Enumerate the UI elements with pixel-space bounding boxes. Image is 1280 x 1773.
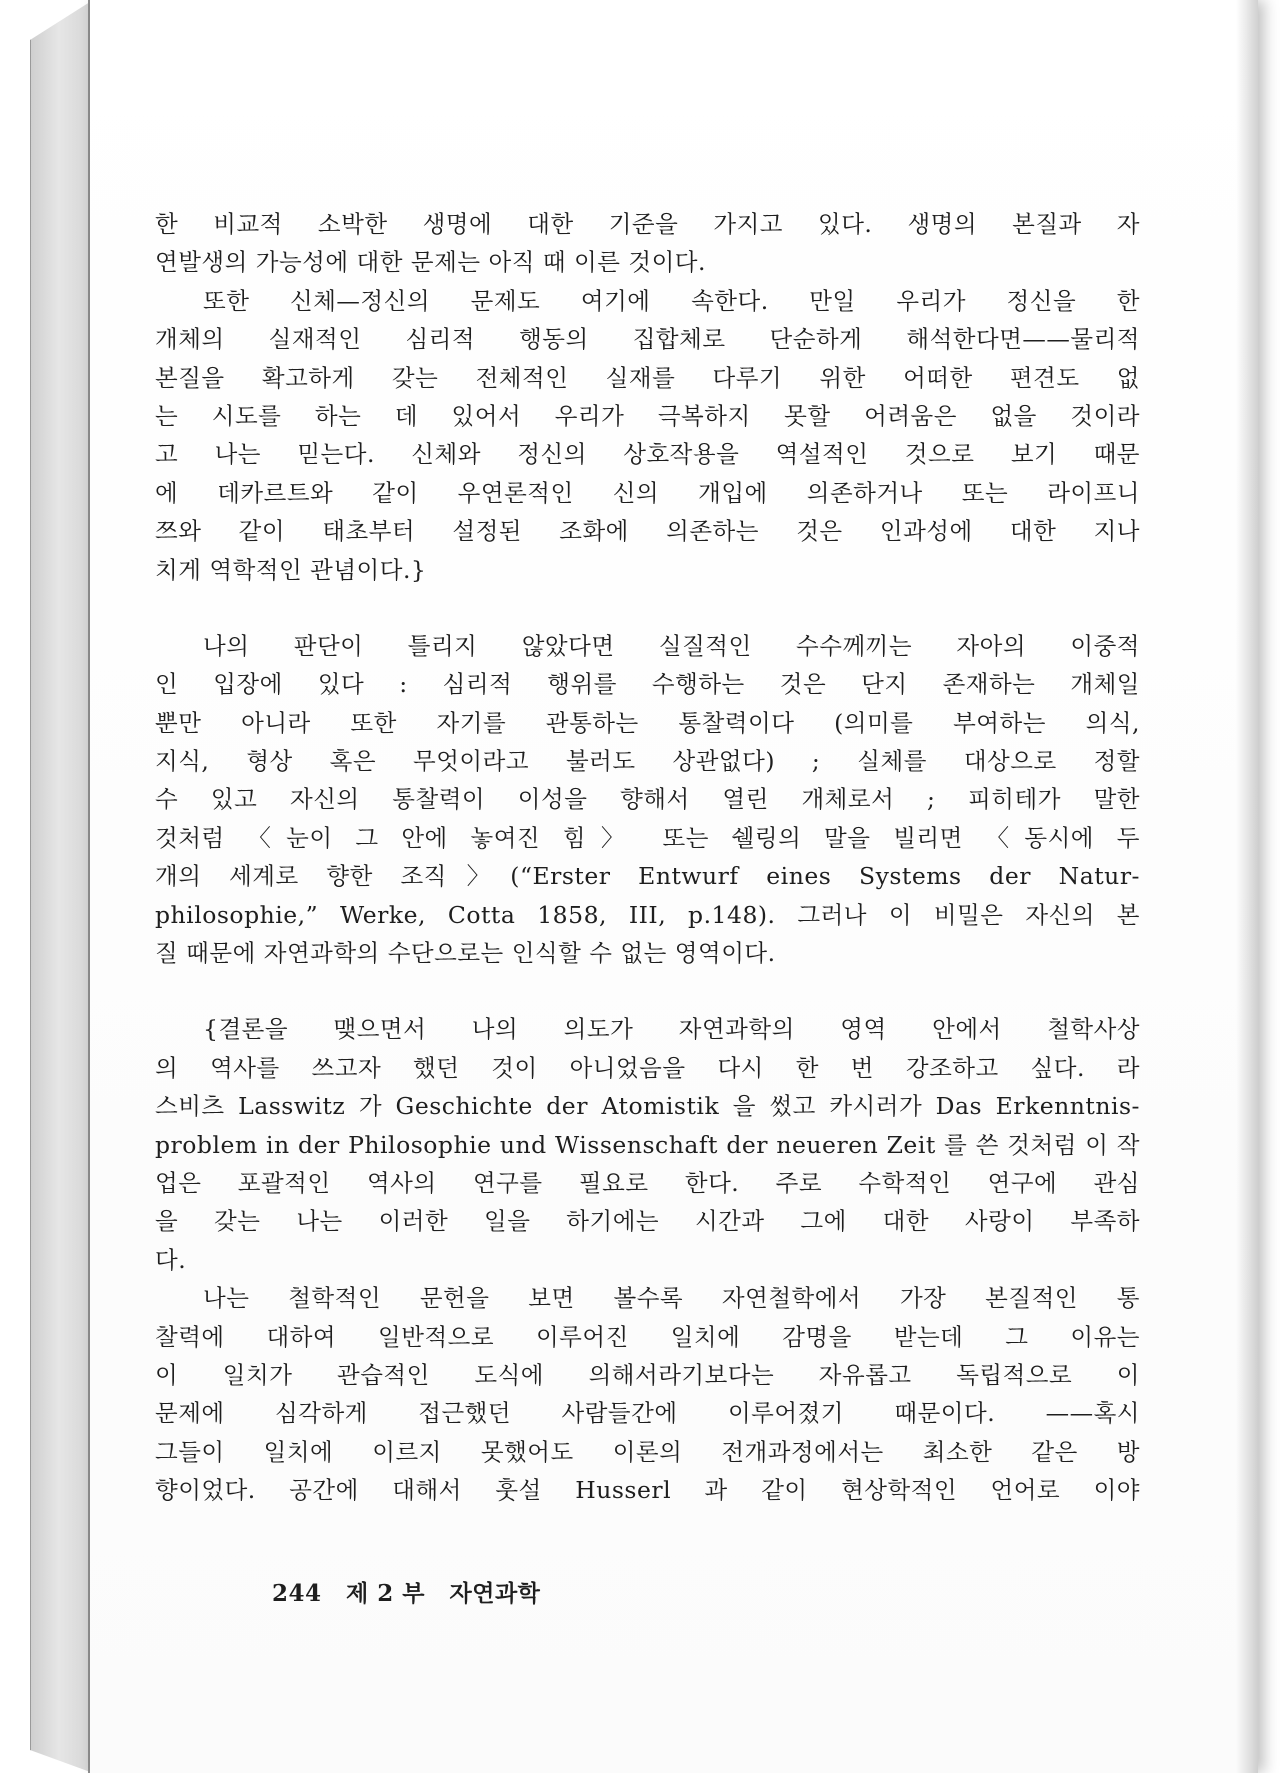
text-line: 스비츠 Lasswitz 가 Geschichte der Atomistik 을 썼고 카시러가 Das Erkenntnis-: [155, 1092, 1140, 1121]
text-line: 나의 판단이 틀리지 않았다면 실질적인 수수께끼는 자아의 이중적: [203, 631, 1140, 660]
text-line: 또한 신체—정신의 문제도 여기에 속한다. 만일 우리가 정신을 한: [203, 286, 1140, 315]
text-line: 질 때문에 자연과학의 수단으로는 인식할 수 없는 영역이다.: [155, 939, 776, 968]
text-line: 개체의 실재적인 심리적 행동의 집합체로 단순하게 해석한다면——물리적: [155, 325, 1140, 354]
text-line: 에 데카르트와 같이 우연론적인 신의 개입에 의존하거나 또는 라이프니: [155, 478, 1140, 507]
text-line: philosophie,” Werke, Cotta 1858, III, p.148). 그러나 이 비밀은 자신의 본: [155, 900, 1140, 929]
paragraph-gap: [155, 589, 1140, 627]
text-line: 문제에 심각하게 접근했던 사람들간에 이루어졌기 때문이다. ——혹시: [155, 1399, 1140, 1428]
page-footer: [272, 1575, 556, 1608]
text-line: 는 시도를 하는 데 있어서 우리가 극복하지 못할 어려움은 없을 것이라: [155, 401, 1140, 430]
page-number: 244: [272, 1580, 322, 1607]
text-line: 지식, 형상 혹은 무엇이라고 불러도 상관없다) ; 실체를 대상으로 정할: [155, 747, 1140, 776]
text-line: problem in der Philosophie und Wissenschaft der neueren Zeit 를 쓴 것처럼 이 작: [155, 1130, 1140, 1159]
text-line: 뿐만 아니라 또한 자기를 관통하는 통찰력이다 (의미를 부여하는 의식,: [155, 708, 1140, 737]
text-line: 찰력에 대하여 일반적으로 이루어진 일치에 감명을 받는데 그 이유는: [155, 1322, 1140, 1351]
paragraph-gap: [155, 972, 1140, 1010]
text-line: 한 비교적 소박한 생명에 대한 기준을 가지고 있다. 생명의 본질과 자: [155, 210, 1140, 238]
text-line: 연발생의 가능성에 대한 문제는 아직 때 이른 것이다.: [155, 248, 706, 277]
text-line: 나는 철학적인 문헌을 보면 볼수록 자연철학에서 가장 본질적인 통: [203, 1284, 1140, 1313]
page-stack-edge: [30, 0, 93, 1773]
text-line: 향이었다. 공간에 대해서 훗설 Husserl 과 같이 현상학적인 언어로 이야: [155, 1476, 1140, 1505]
text-line: 이 일치가 관습적인 도식에 의해서라기보다는 자유롭고 독립적으로 이: [155, 1360, 1140, 1389]
text-line: 쯔와 같이 태초부터 설정된 조화에 의존하는 것은 인과성에 대한 지나: [155, 517, 1140, 546]
text-line: {결론을 맺으면서 나의 의도가 자연과학의 영역 안에서 철학사상: [203, 1015, 1140, 1044]
text-line: 것처럼 〈눈이 그 안에 놓여진 힘〉 또는 쉘링의 말을 빌리면 〈동시에 두: [155, 823, 1140, 852]
text-line: 개의 세계로 향한 조직〉(“Erster Entwurf eines Systems der Natur-: [155, 862, 1140, 891]
page-body-text: [155, 205, 1140, 1510]
text-line: 을 갖는 나는 이러한 일을 하기에는 시간과 그에 대한 사랑이 부족하: [155, 1207, 1140, 1236]
text-line: 업은 포괄적인 역사의 연구를 필요로 한다. 주로 수학적인 연구에 관심: [155, 1168, 1140, 1197]
text-line: 수 있고 자신의 통찰력이 이성을 향해서 열린 개체로서 ; 피히테가 말한: [155, 785, 1140, 814]
text-line: 고 나는 믿는다. 신체와 정신의 상호작용을 역설적인 것으로 보기 때문: [155, 440, 1140, 469]
text-line: 다.: [155, 1245, 187, 1274]
page-shadow: [1236, 0, 1258, 1773]
running-section: 자연과학: [449, 1580, 541, 1607]
text-line: 치게 역학적인 관념이다.}: [155, 555, 427, 584]
text-line: 그들이 일치에 이르지 못했어도 이론의 전개과정에서는 최소한 같은 방: [155, 1437, 1140, 1466]
text-line: 본질을 확고하게 갖는 전체적인 실재를 다루기 위한 어떠한 편견도 없: [155, 363, 1140, 392]
text-line: 의 역사를 쓰고자 했던 것이 아니었음을 다시 한 번 강조하고 싶다. 라: [155, 1053, 1140, 1082]
running-part: 제 2 부: [346, 1580, 425, 1607]
text-line: 인 입장에 있다 : 심리적 행위를 수행하는 것은 단지 존재하는 개체일: [155, 670, 1140, 699]
